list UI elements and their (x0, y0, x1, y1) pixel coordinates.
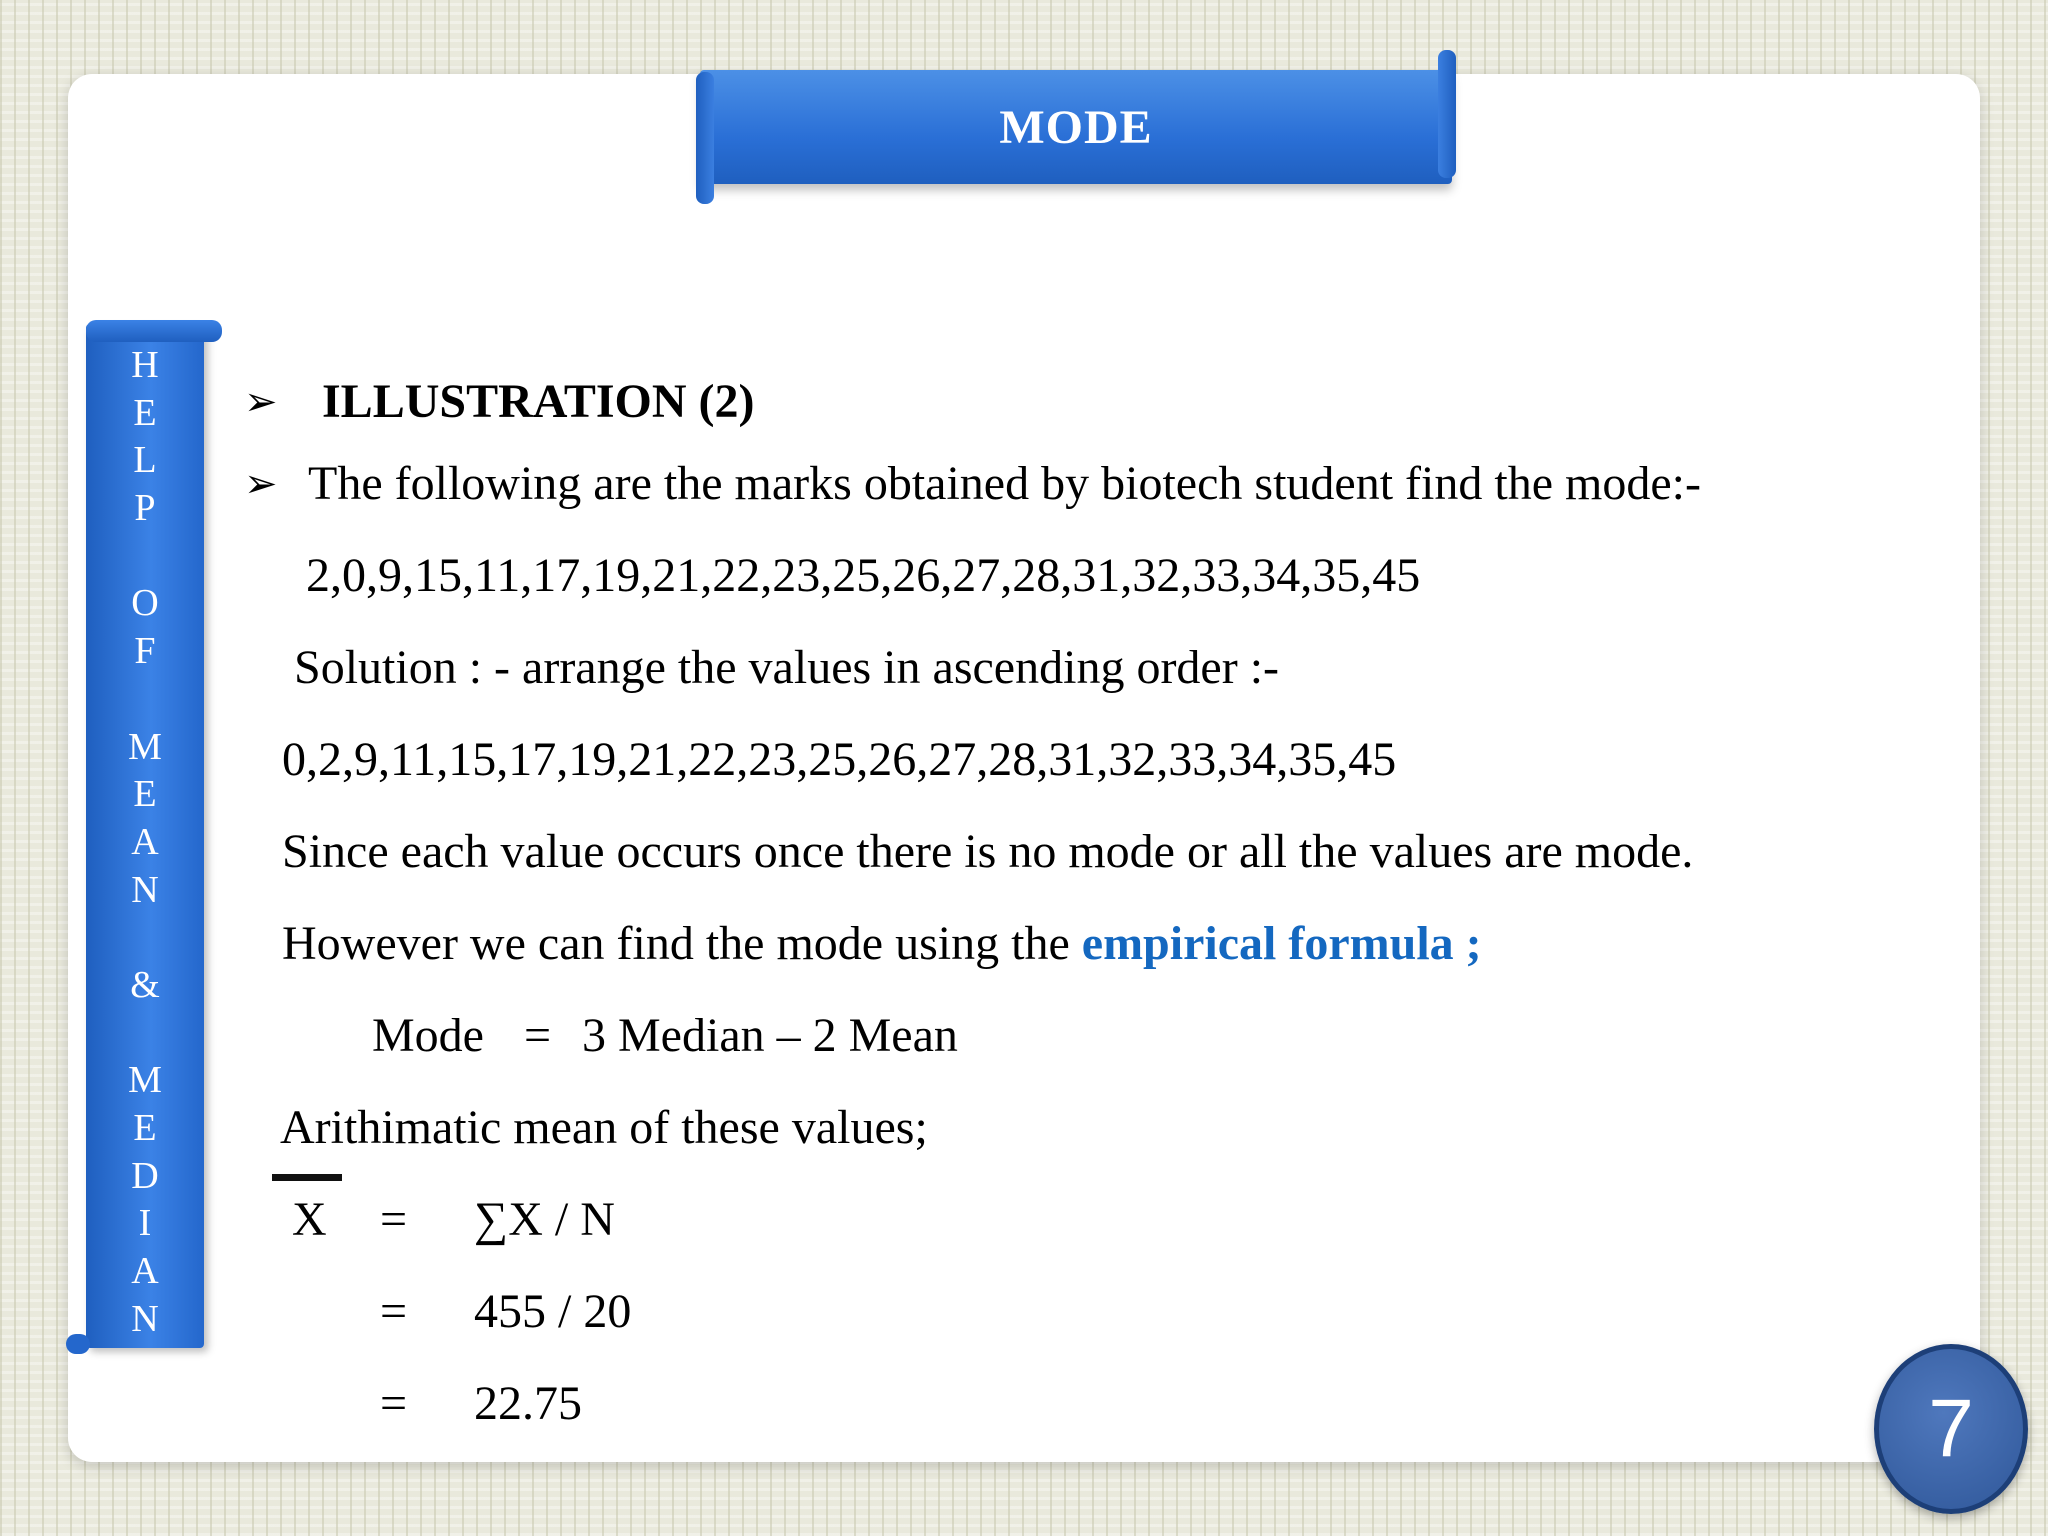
side-banner-letter: A (131, 1250, 159, 1293)
solution-text: Solution : - arrange the values in ascending order :- (294, 641, 1280, 694)
side-banner (86, 324, 204, 1348)
equals-1: = (380, 1193, 408, 1246)
however-prefix: However we can find the mode using the (282, 917, 1082, 970)
title-banner (700, 70, 1452, 184)
formula-label: Mode (372, 1009, 484, 1062)
side-banner-letter: F (134, 630, 156, 673)
bullet-arrow-icon: ➢ (244, 379, 278, 424)
empirical-formula-highlight: empirical formula ; (1081, 917, 1482, 970)
side-banner-letter: E (133, 391, 157, 434)
bullet-arrow-icon: ➢ (244, 461, 278, 506)
mean-result: 22.75 (474, 1377, 582, 1430)
arithmetic-mean-line: Arithimatic mean of these values; (280, 1101, 928, 1154)
raw-values: 2,0,9,15,11,17,19,21,22,23,25,26,27,28,31,32,33,34,35,45 (306, 549, 1421, 602)
side-banner-letter: E (133, 773, 157, 816)
mean-formula: ∑X / N (474, 1193, 615, 1246)
side-banner-letter: D (131, 1154, 159, 1197)
formula-equals: = (524, 1009, 552, 1062)
side-banner-letter: M (128, 725, 162, 768)
illustration-heading: ILLUSTRATION (2) (322, 375, 755, 428)
slide-title: MODE (999, 100, 1153, 154)
xbar-overline (272, 1174, 342, 1181)
xbar-symbol: X (292, 1193, 327, 1246)
side-banner-letter: N (131, 1297, 159, 1340)
side-banner-letter: M (128, 1059, 162, 1102)
side-banner-letter: L (133, 439, 157, 482)
side-banner-letter: O (131, 582, 159, 625)
equals-2: = (380, 1285, 408, 1338)
formula-rhs: 3 Median – 2 Mean (582, 1009, 958, 1062)
side-banner-letter: I (138, 1202, 152, 1245)
however-line (282, 917, 1482, 970)
page-number-badge: 7 (1874, 1344, 2028, 1514)
equals-3: = (380, 1377, 408, 1430)
sum-over-count: 455 / 20 (474, 1285, 632, 1338)
side-banner-letter: P (134, 487, 156, 530)
sorted-values: 0,2,9,11,15,17,19,21,22,23,25,26,27,28,31,32,33,34,35,45 (282, 733, 1397, 786)
question-text: The following are the marks obtained by biotech student find the mode:- (308, 457, 1701, 510)
statement-text: Since each value occurs once there is no mode or all the values are mode. (282, 825, 1694, 878)
side-banner-letter: A (131, 820, 159, 863)
side-banner-letter: H (131, 344, 159, 386)
side-banner-letter: & (130, 963, 160, 1006)
side-banner-text (86, 342, 204, 1343)
side-banner-letter: E (133, 1107, 157, 1149)
side-banner-letter: N (131, 868, 159, 911)
